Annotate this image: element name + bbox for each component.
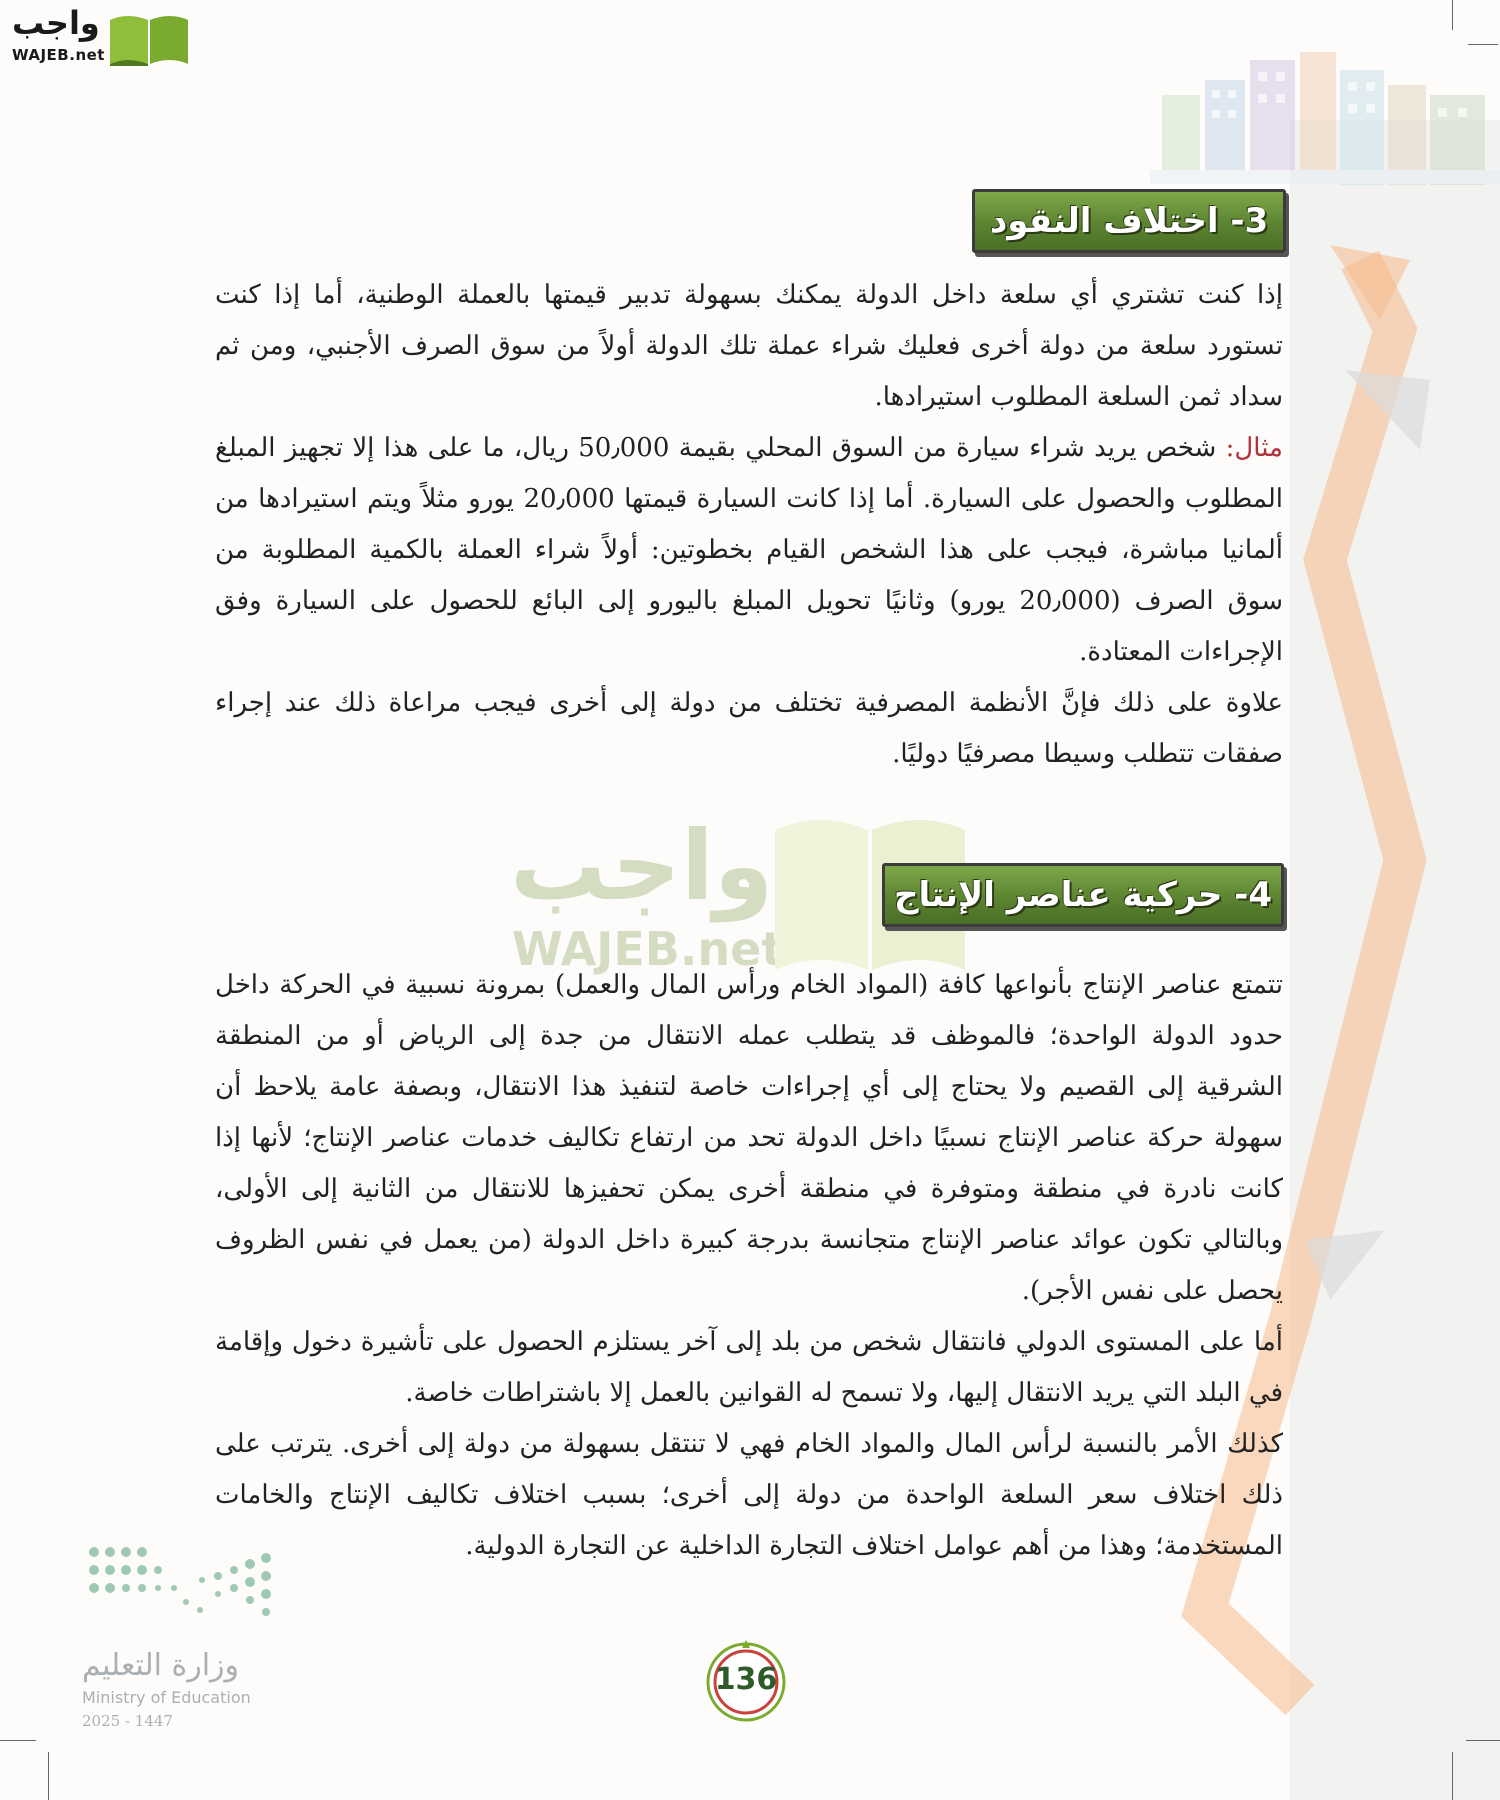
- crop-mark: [1452, 0, 1453, 30]
- section-4-body: [215, 960, 1283, 1572]
- example-text: شخص يريد شراء سيارة من السوق المحلي بقيمة 50٫000 ريال، ما على هذا إلا تجهيز المبلغ المطلوب والحصول على السيارة. أما إذا كانت السيارة قيمتها 20٫000 يورو مثلاً ويتم استيرادها من ألمانيا مباشرة، فيجب على هذا الشخص القيام بخطوتين: أولاً شراء العملة بالكمية المطلوبة من سوق الصرف (20٫000 يورو) وثانيًا تحويل المبلغ باليورو إلى البائع للحصول على السيارة وفق الإجراءات المعتادة.: [215, 433, 1283, 667]
- ministry-dots-icon: [82, 1540, 282, 1630]
- section-3-paragraph-3: علاوة على ذلك فإنَّ الأنظمة المصرفية تختلف من دولة إلى أخرى فيجب مراعاة ذلك عند إجراء صفقات تتطلب وسيطا مصرفيًا دوليًا.: [215, 688, 1283, 769]
- ministry-of-education-logo: [70, 1540, 280, 1740]
- section-3-example: [215, 423, 1283, 678]
- section-4-paragraph-2: أما على المستوى الدولي فانتقال شخص من بلد إلى آخر يستلزم الحصول على تأشيرة دخول وإقامة في البلد التي يريد الانتقال إليها، ولا تسمح له القوانين بالعمل إلا باشتراطات خاصة.: [215, 1327, 1283, 1408]
- watermark-english-text: WAJEB.net: [512, 922, 784, 976]
- wajeb-logo[interactable]: [8, 4, 190, 68]
- section-4-paragraph-1: تتمتع عناصر الإنتاج بأنواعها كافة (المواد الخام ورأس المال والعمل) بمرونة نسبية في الحركة داخل حدود الدولة الواحدة؛ فالموظف قد يتطلب عمله الانتقال من جدة إلى الرياض أو من المنطقة الشرقية إلى القصيم ولا يحتاج إلى أي إجراءات خاصة لتنفيذ هذا الانتقال، وبصفة عامة يلاحظ أن سهولة حركة عناصر الإنتاج نسبيًا داخل الدولة تحد من ارتفاع تكاليف خدمات عناصر الإنتاج؛ لأنها إذا كانت نادرة في منطقة ومتوفرة في منطقة أخرى يمكن تحفيزها للانتقال من الثانية إلى الأولى، وبالتالي تكون عوائد عناصر الإنتاج متجانسة بدرجة كبيرة داخل الدولة (من يعمل في نفس الظروف يحصل على نفس الأجر).: [215, 970, 1283, 1306]
- section-3-heading: 3- اختلاف النقود: [972, 189, 1286, 253]
- logo-arabic-text: واجب: [12, 4, 100, 42]
- ministry-arabic-text: وزارة التعليم: [82, 1648, 240, 1683]
- crop-mark: [48, 1752, 49, 1800]
- city-skyline-icon: [1150, 52, 1500, 185]
- section-3-paragraph-1: إذا كنت تشتري أي سلعة داخل الدولة يمكنك بسهولة تدبير قيمتها بالعملة الوطنية، أما إذا كنت تستورد سلعة من دولة أخرى فعليك شراء عملة تلك الدولة أولاً من سوق الصرف الأجنبي، ومن ثم سداد ثمن السلعة المطلوب استيرادها.: [215, 280, 1283, 412]
- book-icon: [108, 10, 190, 66]
- logo-english-text: WAJEB.net: [12, 46, 105, 64]
- page-number-badge: [702, 1638, 790, 1726]
- example-label: مثال:: [1225, 433, 1283, 463]
- watermark-arabic-text: واجب: [510, 810, 774, 922]
- ministry-english-text: Ministry of Education: [82, 1688, 251, 1707]
- section-4-paragraph-3: كذلك الأمر بالنسبة لرأس المال والمواد الخام فهي لا تنتقل بسهولة من دولة إلى أخرى. يترتب على ذلك اختلاف سعر السلعة الواحدة من دولة إلى أخرى؛ بسبب اختلاف تكاليف الإنتاج والخامات المستخدمة؛ وهذا من أهم عوامل اختلاف التجارة الداخلية عن التجارة الدولية.: [215, 1429, 1283, 1561]
- ministry-year: 2025 - 1447: [82, 1712, 173, 1730]
- crop-mark: [1452, 1752, 1453, 1800]
- section-4-heading: 4- حركية عناصر الإنتاج: [882, 863, 1284, 927]
- page-number: 136: [714, 1662, 778, 1697]
- crop-mark: [0, 1740, 36, 1741]
- crop-mark: [1468, 44, 1498, 45]
- section-3-body: [215, 270, 1283, 780]
- crop-mark: [1466, 1740, 1500, 1741]
